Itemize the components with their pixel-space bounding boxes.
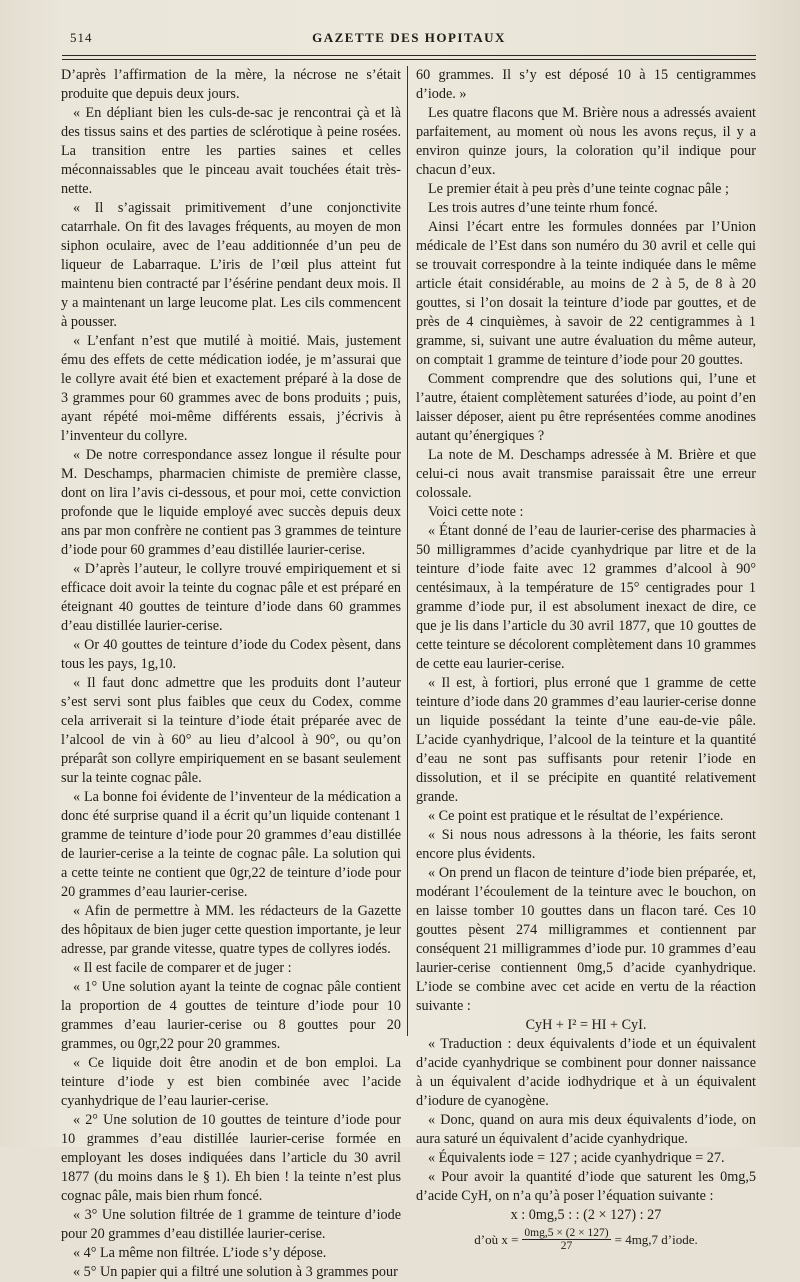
paragraph: « Étant donné de l’eau de laurier-cerise des pharmacies à 50 milligrammes d’acide cyanhydrique par litre et de la teinture d’iode faite avec 12 grammes d’alcool à 90° centésimaux, à la température de 15° centigrades pour 1 gramme d’iode pur, il est absolument inexact de dire, ce que je lis dans l’article du 30 avril 1877, que 10 gouttes de cette teinture se décolorent complètement dans 10 grammes de cette eau laurier-cerise. xyxy=(416,523,756,672)
paragraph: Le premier était à peu près d’une teinte cognac pâle ; xyxy=(428,181,729,197)
paragraph: « Pour avoir la quantité d’iode que saturent les 0mg,5 d’acide CyH, on n’a qu’à poser l’équation suivante : xyxy=(416,1169,756,1204)
paragraph: « 4° La même non filtrée. L’iode s’y dépose. xyxy=(73,1245,327,1261)
paragraph: « De notre correspondance assez longue il résulte pour M. Deschamps, pharmacien chimiste de première classe, dont on lira l’avis ci-dessous, et pour moi, cette conviction profonde que le liquide employé avec succès depuis deux ans par mon confrère ne contient pas 3 grammes de teinture d’iode pour 60 grammes d’eau distillée laurier-cerise. xyxy=(61,447,401,558)
fraction-denominator: 27 xyxy=(560,1240,573,1252)
chemical-formula: CyH + I² = HI + CyI. xyxy=(525,1017,647,1033)
header-rule xyxy=(62,55,756,56)
header-rule-thin xyxy=(62,59,756,60)
running-title: GAZETTE DES HOPITAUX xyxy=(312,30,506,45)
paragraph: « 5° Un papier qui a filtré une solution à 3 grammes pour xyxy=(73,1264,398,1280)
paragraph: « On prend un flacon de teinture d’iode bien préparée, et, modérant l’écoulement de la teinture avec le bouchon, on en laisse tomber 10 gouttes dans un flacon taré. Ces 10 gouttes pèsent 274 milligrammes et contiennent par conséquent 21 milligrammes d’iode pur. 10 grammes d’eau laurier-cerise contiennent 0mg,5 d’acide cyanhydrique. L’iode se combine avec cet acide en vertu de la réaction suivante : xyxy=(416,865,756,1014)
paragraph: « Ce point est pratique et le résultat de l’expérience. xyxy=(428,808,724,824)
paragraph: « Donc, quand on aura mis deux équivalents d’iode, on aura saturé un équivalent d’acide cyanhydrique. xyxy=(416,1112,756,1147)
paragraph: Ainsi l’écart entre les formules données par l’Union médicale de l’Est dans son numéro du 30 avril et celle qui se trouvait correspondre à la teinte indiquée dans le même article était considérable, au moins de 2 à 5, de 8 à 20 gouttes, si l’on dosait la teinture d’iode par gouttes, et de près de 4 cinquièmes, à savoir de 22 centigrammes à 1 gramme, si, suivant une autre évaluation du même auteur, on comptait 1 gramme de teinture d’iode pour 20 gouttes. xyxy=(416,219,756,368)
fraction-numerator: 0mg,5 × (2 × 127) xyxy=(524,1227,609,1239)
paragraph: « Il est, à fortiori, plus erroné que 1 gramme de cette teinture d’iode dans 20 grammes d’eau laurier-cerise donne un liquide possédant la teinte d’une eau-de-vie pâle. L’acide cyanhydrique, l’alcool de la teinture et la quantité d’eau ne sont pas suffisants pour retenir l’iode en dissolution, et il se précipite en quantité relativement grande. xyxy=(416,675,756,805)
column-divider xyxy=(407,66,408,1036)
left-column xyxy=(61,66,401,1282)
paragraph: 60 grammes. Il s’y est déposé 10 à 15 centigrammes d’iode. » xyxy=(416,67,756,102)
paragraph: D’après l’affirmation de la mère, la nécrose ne s’était produite que depuis deux jours. xyxy=(61,67,401,102)
paragraph: Les trois autres d’une teinte rhum foncé. xyxy=(428,200,658,216)
paragraph: « 2° Une solution de 10 gouttes de teinture d’iode pour 10 grammes d’eau distillée laurier-cerise formée en employant les doses indiquées dans l’article du 30 avril 1877 (du moins dans le § 1). Eh bien ! la teinte n’est plus cognac pâle, mais bien rhum foncé. xyxy=(61,1112,401,1204)
paragraph: « D’après l’auteur, le collyre trouvé empiriquement et si efficace doit avoir la teinte du cognac pâle et est préparé en éteignant 40 gouttes de teinture d’iode dans 60 grammes d’eau distillée laurier-cerise. xyxy=(61,561,401,634)
paragraph: « Il est facile de comparer et de juger : xyxy=(73,960,292,976)
paragraph: Comment comprendre que des solutions qui, l’une et l’autre, étaient complètement saturées d’iode, au point d’en laisser déposer, aient pu être représentées comme anodines autant qu’énergiques ? xyxy=(416,371,756,444)
paragraph: « Équivalents iode = 127 ; acide cyanhydrique = 27. xyxy=(428,1150,725,1166)
paragraph: « Il faut donc admettre que les produits dont l’auteur s’est servi sont plus faibles que ceux du Codex, comme cela arriverait si la teinture d’iode était préparée avec de l’alcool de vin à 60° au lieu d’alcool à 90°, ou qu’on préparât son collyre empiriquement en se basant seulement sur la teinte cognac pâle. xyxy=(61,675,401,786)
paragraph: « Traduction : deux équivalents d’iode et un équivalent d’acide cyanhydrique se combinent pour donner naissance à un équivalent d’acide iodhydrique et à un équivalent d’iodure de cyanogène. xyxy=(416,1036,756,1109)
paragraph: La note de M. Deschamps adressée à M. Brière et que celui-ci nous avait transmise paraissait être une erreur colossale. xyxy=(416,447,756,501)
paragraph: « Il s’agissait primitivement d’une conjonctivite catarrhale. On fit des lavages fréquents, au moyen de mon siphon oculaire, avec de l’eau additionnée d’un peu de liqueur de Labarraque. L’iris de l’œil plus atteint fut maintenu bien contracté par l’ésérine pendant deux mois. Il y a maintenant un large leucome plat. Les cils commencent à pousser. xyxy=(61,200,401,330)
paragraph: « 1° Une solution ayant la teinte de cognac pâle contient la proportion de 4 gouttes de teinture d’iode pour 10 grammes d’eau laurier-cerise ou 8 gouttes pour 20 grammes, ou 0gr,22 pour 20 grammes. xyxy=(61,979,401,1052)
paragraph: Les quatre flacons que M. Brière nous a adressés avaient parfaitement, au moment où nous les avons reçus, il y a environ quinze jours, la coloration qu’il indique pour chacun d’eux. xyxy=(416,105,756,178)
equation-result: = 4mg,7 d’iode. xyxy=(614,1232,698,1247)
page-header xyxy=(62,28,756,50)
paragraph: « L’enfant n’est que mutilé à moitié. Mais, justement ému des effets de cette médication iodée, je m’assurai que le collyre avait été bien et exactement préparé à la dose de 3 grammes pour 60 grammes avec de bons produits ; puis, ayant répété moi-même différents essais, j’écrivis à l’inventeur du collyre. xyxy=(61,333,401,444)
paragraph: « En dépliant bien les culs-de-sac je rencontrai çà et là des tissus sains et des parties de sclérotique à peine rosées. La transition entre les parties saines et celles méconnaissables que le pinceau avait touchées était très-nette. xyxy=(61,105,401,197)
paragraph: « Si nous nous adressons à la théorie, les faits seront encore plus évidents. xyxy=(416,827,756,862)
fraction xyxy=(522,1227,610,1252)
right-column xyxy=(416,66,756,1252)
page-number: 514 xyxy=(70,30,93,45)
paragraph: « 3° Une solution filtrée de 1 gramme de teinture d’iode pour 20 grammes d’eau distillée laurier-cerise. xyxy=(61,1207,401,1242)
paragraph: « Or 40 gouttes de teinture d’iode du Codex pèsent, dans tous les pays, 1g,10. xyxy=(61,637,401,672)
paragraph: Voici cette note : xyxy=(428,504,524,520)
paragraph: « La bonne foi évidente de l’inventeur de la médication a donc été surprise quand il a écrit qu’un liquide contenant 1 gramme de teinture d’iode pour 20 grammes d’eau distillée de laurier-cerise a la teinte de cognac pâle. La solution qui a cette teinte ne contient que 0gr,22 de teinture d’iode pour 20 grammes d’eau laurier-cerise. xyxy=(61,789,401,900)
paragraph: « Afin de permettre à MM. les rédacteurs de la Gazette des hôpitaux de bien juger cette question importante, je leur adresse, par grande vitesse, quatre types de collyres iodés. xyxy=(61,903,401,957)
paragraph: « Ce liquide doit être anodin et de bon emploi. La teinture d’iode y est bien combinée avec l’acide cyanhydrique de l’eau laurier-cerise. xyxy=(61,1055,401,1109)
equation-prefix: d’où x = xyxy=(474,1232,519,1247)
fraction-equation xyxy=(416,1227,756,1252)
proportion-equation: x : 0mg,5 : : (2 × 127) : 27 xyxy=(510,1207,662,1223)
